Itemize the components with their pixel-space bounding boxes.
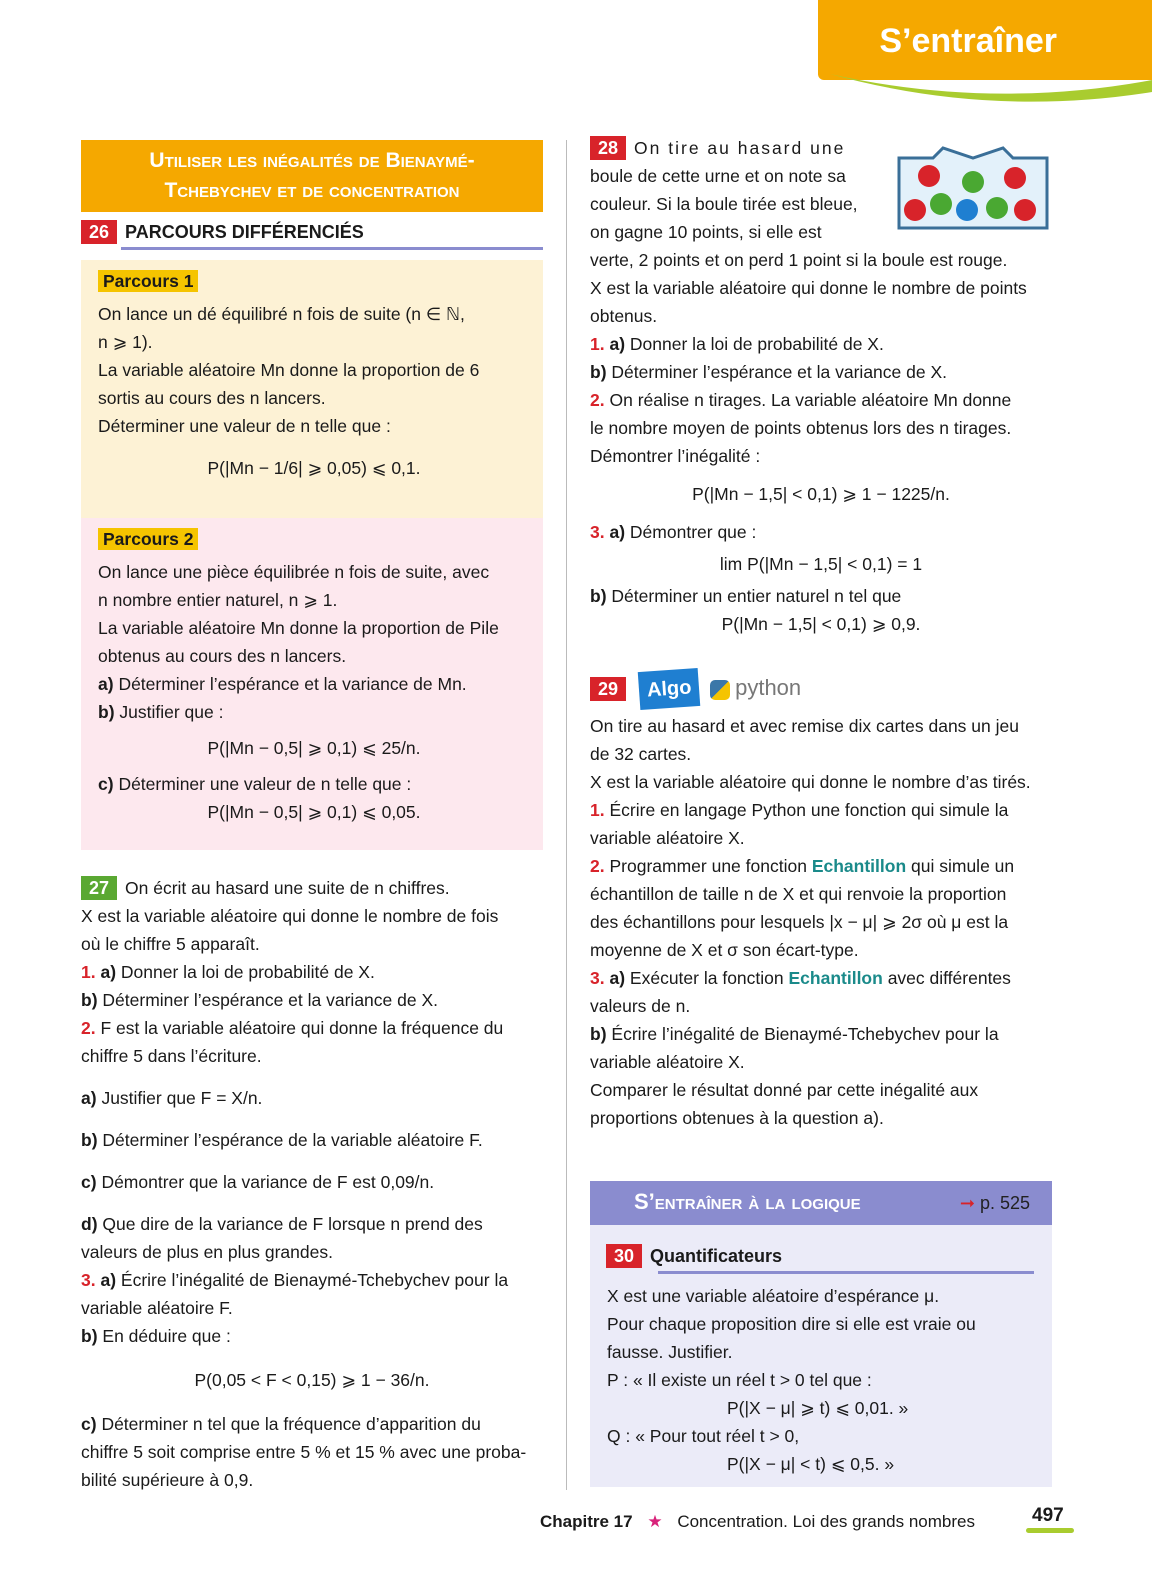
ex29-q3a1: 3. a) Exécuter la fonction Echantillon avec différentes	[590, 968, 1011, 988]
parcours2-label: Parcours 2	[98, 528, 198, 550]
p2-formula-c: P(|Mn − 0,5| ⩾ 0,1) ⩽ 0,05.	[207, 802, 421, 822]
ex30-q: Q : « Pour tout réel t > 0,	[607, 1426, 800, 1446]
ex30-l2: Pour chaque proposition dire si elle est vraie ou	[607, 1314, 976, 1334]
ex28-formula2: P(|Mn − 1,5| < 0,1) ⩾ 1 − 1225/n.	[692, 484, 950, 504]
logic-ref: ➞ p. 525	[959, 1193, 1030, 1213]
ex29-q2l4: moyenne de X et σ son écart-type.	[590, 940, 859, 960]
p2-line2: n nombre entier naturel, n ⩾ 1.	[98, 590, 338, 610]
ex30-title: Quantificateurs	[650, 1246, 783, 1266]
ex28-l7: obtenus.	[590, 306, 658, 326]
footer-chapter: Chapitre 17	[540, 1512, 633, 1531]
ex27-q3c2: chiffre 5 soit comprise entre 5 % et 15 % avec une proba-	[81, 1442, 527, 1462]
ex29-l1: On tire au hasard et avec remise dix cartes dans un jeu	[590, 716, 1019, 736]
ex29-q3a2: valeurs de n.	[590, 996, 691, 1016]
ex28-formula3a: lim P(|Mn − 1,5| < 0,1) = 1	[719, 554, 923, 574]
logic-title: S’entraîner à la logique	[634, 1189, 861, 1214]
ex28-q2l1: 2. On réalise n tirages. La variable aléatoire Mn donne	[590, 390, 1012, 410]
ex29-header: 29 Algo python	[590, 670, 1052, 708]
ex27-q3c1: c) Déterminer n tel que la fréquence d’apparition du	[81, 1414, 481, 1434]
ex26-number: 26	[81, 220, 117, 244]
ex27	[81, 874, 543, 1494]
header-tab-label: S’entraîner	[879, 22, 1057, 60]
ex28-l4: on gagne 10 points, si elle est	[590, 222, 822, 242]
ex30-number: 30	[606, 1244, 642, 1268]
ex27-l3: où le chiffre 5 apparaît.	[81, 934, 260, 954]
column-divider	[566, 140, 567, 1490]
ex27-q2d2: valeurs de plus en plus grandes.	[81, 1242, 333, 1262]
ex30-pf: P(|X − μ| ⩾ t) ⩽ 0,01. »	[727, 1398, 909, 1418]
ex28-q1b: b) Déterminer l’espérance et la variance de X.	[590, 362, 947, 382]
python-logo-icon	[710, 680, 730, 700]
ex29-q3b2: variable aléatoire X.	[590, 1052, 745, 1072]
ex29	[590, 670, 1052, 1132]
footer	[540, 1512, 1000, 1532]
algo-badge: Algo	[638, 668, 701, 710]
ex26-title: PARCOURS DIFFÉRENCIÉS	[125, 222, 364, 242]
section-title-box	[81, 140, 543, 212]
ex30-content	[607, 1282, 1037, 1478]
ex28-q3a: 3. a) Démontrer que :	[590, 522, 757, 542]
ex28-l3: couleur. Si la boule tirée est bleue,	[590, 194, 858, 214]
footer-subject: Concentration. Loi des grands nombres	[677, 1512, 975, 1531]
ex27-q3c3: bilité supérieure à 0,9.	[81, 1470, 254, 1490]
p2-b: b) Justifier que :	[98, 702, 224, 722]
ex29-q2l3: des échantillons pour lesquels |x − μ| ⩾ 2σ où μ est la	[590, 912, 1009, 932]
p2-a: a) Déterminer l’espérance et la variance de Mn.	[98, 674, 467, 694]
p2-c: c) Déterminer une valeur de n telle que :	[98, 774, 412, 794]
ex28-l6: X est la variable aléatoire qui donne le nombre de points	[590, 278, 1027, 298]
ex27-q3a2: variable aléatoire F.	[81, 1298, 233, 1318]
ex28-formula3b: P(|Mn − 1,5| < 0,1) ⩾ 0,9.	[721, 614, 921, 634]
p1-formula: P(|Mn − 1/6| ⩾ 0,05) ⩽ 0,1.	[207, 458, 421, 478]
ex27-l2: X est la variable aléatoire qui donne le nombre de fois	[81, 906, 499, 926]
p2-line1: On lance une pièce équilibrée n fois de suite, avec	[98, 562, 490, 582]
ex28-l2: boule de cette urne et on note sa	[590, 166, 846, 186]
parcours1-content	[98, 268, 530, 482]
p2-formula-b: P(|Mn − 0,5| ⩾ 0,1) ⩽ 25/n.	[207, 738, 421, 758]
ex28	[590, 134, 1052, 638]
ex28-l1: 28 On tire au hasard une	[590, 134, 1052, 162]
page-number-underline	[1026, 1528, 1074, 1533]
ex29-q2l1: 2. Programmer une fonction Echantillon qui simule un	[590, 856, 1015, 876]
ex29-q1l2: variable aléatoire X.	[590, 828, 745, 848]
ex29-q3b1: b) Écrire l’inégalité de Bienaymé-Tchebychev pour la	[590, 1024, 999, 1044]
ex28-q2l3: Démontrer l’inégalité :	[590, 446, 761, 466]
ex28-q3b: b) Déterminer un entier naturel n tel que	[590, 586, 902, 606]
logic-header	[590, 1181, 1052, 1225]
ex30-l1: X est une variable aléatoire d’espérance μ.	[607, 1286, 940, 1306]
section-title-line1: Utiliser les inégalités de Bienaymé-	[149, 149, 475, 172]
p1-line1: On lance un dé équilibré n fois de suite (n ∈ ℕ,	[98, 304, 465, 324]
ex27-q2c: c) Démontrer que la variance de F est 0,09/n.	[81, 1172, 435, 1192]
ex27-formula3b: P(0,05 < F < 0,15) ⩾ 1 − 36/n.	[194, 1370, 430, 1390]
ex30-qf: P(|X − μ| < t) ⩽ 0,5. »	[727, 1454, 895, 1474]
ex27-q2a: a) Justifier que F = X/n.	[81, 1088, 263, 1108]
p2-line3: La variable aléatoire Mn donne la proportion de Pile	[98, 618, 499, 638]
p1-line4: sortis au cours des n lancers.	[98, 388, 326, 408]
ex27-q2: 2. F est la variable aléatoire qui donne la fréquence du	[81, 1018, 504, 1038]
ex26-header	[81, 220, 543, 244]
ex30-p: P : « Il existe un réel t > 0 tel que :	[607, 1370, 872, 1390]
ex27-q2d1: d) Que dire de la variance de F lorsque n prend des	[81, 1214, 483, 1234]
ex29-l2: de 32 cartes.	[590, 744, 692, 764]
footer-star-icon: ★	[647, 1512, 663, 1531]
ex30-header	[606, 1244, 1034, 1268]
ex28-l5: verte, 2 points et on perd 1 point si la boule est rouge.	[590, 250, 1008, 270]
ex27-intro: 27 On écrit au hasard une suite de n chiffres.	[81, 874, 543, 902]
ex29-q2l2: échantillon de taille n de X et qui renvoie la proportion	[590, 884, 1007, 904]
page-number: 497	[1032, 1505, 1064, 1526]
section-title-line2: Tchebychev et de concentration	[164, 179, 460, 202]
p1-line5: Déterminer une valeur de n telle que :	[98, 416, 391, 436]
header-swoosh	[830, 70, 1152, 106]
ex27-q3b: b) En déduire que :	[81, 1326, 231, 1346]
ex28-q2l2: le nombre moyen de points obtenus lors des n tirages.	[590, 418, 1012, 438]
ex30-underline	[658, 1271, 1034, 1274]
ex29-l3: X est la variable aléatoire qui donne le nombre d’as tirés.	[590, 772, 1031, 792]
ex29-q3c2: proportions obtenues à la question a).	[590, 1108, 884, 1128]
ex27-q2bb: b) Déterminer l’espérance de la variable aléatoire F.	[81, 1130, 483, 1150]
p2-line4: obtenus au cours des n lancers.	[98, 646, 347, 666]
ex27-q1b: b) Déterminer l’espérance et la variance de X.	[81, 990, 438, 1010]
ex26-underline	[121, 247, 543, 250]
ex30-l3: fausse. Justifier.	[607, 1342, 733, 1362]
header-tab	[818, 0, 1152, 80]
ex29-q3c1: Comparer le résultat donné par cette inégalité aux	[590, 1080, 979, 1100]
python-label: python	[735, 675, 802, 700]
p1-line2: n ⩾ 1).	[98, 332, 153, 352]
parcours1-label: Parcours 1	[98, 270, 198, 292]
ex29-q1l1: 1. Écrire en langage Python une fonction qui simule la	[590, 800, 1009, 820]
ex27-q2-cont: chiffre 5 dans l’écriture.	[81, 1046, 262, 1066]
parcours2-content	[98, 526, 530, 826]
ex27-q3a1: 3. a) Écrire l’inégalité de Bienaymé-Tchebychev pour la	[81, 1270, 509, 1290]
ex28-q1a: 1. a) Donner la loi de probabilité de X.	[590, 334, 884, 354]
p1-line3: La variable aléatoire Mn donne la proportion de 6	[98, 360, 480, 380]
ex27-q1a: 1. a) Donner la loi de probabilité de X.	[81, 962, 375, 982]
